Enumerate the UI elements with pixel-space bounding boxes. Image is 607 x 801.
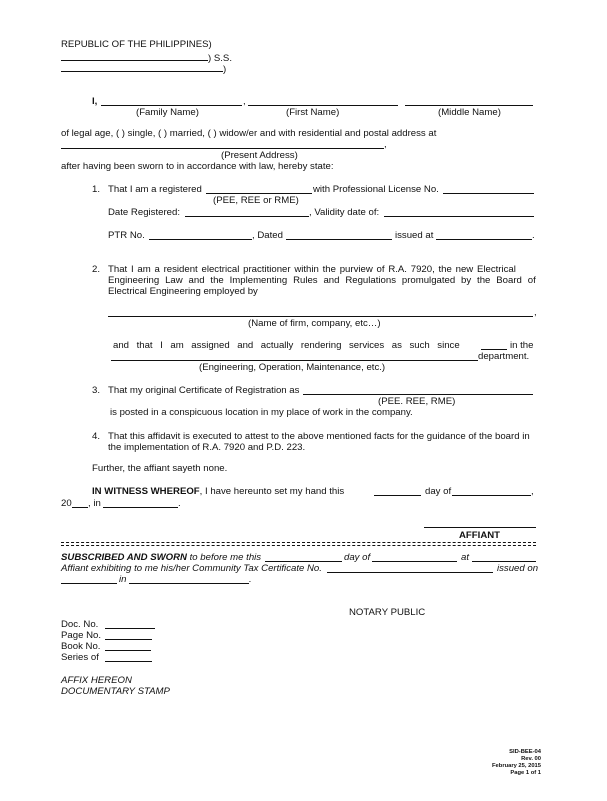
republic-label: REPUBLIC OF THE PHILIPPINES) [61, 39, 212, 50]
notary-public-label: NOTARY PUBLIC [349, 607, 426, 618]
issued-on-blank[interactable] [61, 583, 117, 584]
revision-date: February 25, 2015 [492, 763, 541, 769]
issued-label: issued at [395, 230, 434, 241]
item4-line2: the implementation of R.A. 7920 and P.D. 223. [108, 442, 306, 453]
page-number: Page 1 of 1 [510, 770, 541, 776]
year-prefix: 20 [61, 498, 72, 509]
venue-blank[interactable] [61, 51, 208, 61]
subscribed-month-blank[interactable] [372, 561, 457, 562]
date-registered-blank[interactable] [185, 216, 309, 217]
book-no-blank[interactable] [105, 650, 151, 651]
series-label: Series of [61, 652, 99, 663]
original-certificate-text: That my original Certificate of Registration as [108, 385, 300, 396]
item3-number: 3. [92, 385, 101, 396]
item2-number: 2. [92, 264, 101, 275]
close-paren: ) [223, 64, 227, 75]
witness-day-blank[interactable] [374, 495, 421, 496]
legal-age-line: of legal age, ( ) single, ( ) married, ( ) widow/er and with residential and postal address at [61, 128, 437, 139]
doc-no-label: Doc. No. [61, 619, 99, 630]
department-blank[interactable] [111, 360, 478, 361]
series-blank[interactable] [105, 661, 152, 662]
item2-line3: Electrical Engineering employed by [108, 286, 258, 297]
item2-line2: Engineering Law and the Implementing Rules and Regulations promulgated by the Board of [108, 275, 536, 286]
subscribed-at: at [461, 552, 470, 563]
validity-blank[interactable] [384, 216, 534, 217]
subscribed-period: . [249, 574, 252, 585]
ptr-label: PTR No. [108, 230, 145, 241]
assigned-text: and that I am assigned and actually rendering services as such since [113, 340, 460, 351]
engineering-caption: (Engineering, Operation, Maintenance, etc.) [199, 362, 386, 373]
witness-place-blank[interactable] [103, 507, 178, 508]
certificate-blank[interactable] [303, 394, 533, 395]
address-comma: , [384, 139, 387, 150]
comma: , [243, 96, 246, 107]
exhibiting-text: Affiant exhibiting to me his/her Community Tax Certificate No. [61, 563, 322, 574]
book-no-label: Book No. [61, 641, 101, 652]
since-blank[interactable] [481, 349, 507, 350]
subscribed-bold: SUBSCRIBED AND SWORN [61, 552, 187, 563]
ptr-blank[interactable] [149, 239, 252, 240]
first-name-caption: (First Name) [286, 107, 340, 118]
period: . [532, 230, 535, 241]
registered-text: That I am a registered [108, 184, 202, 195]
double-rule-top [61, 542, 536, 543]
family-name-blank[interactable] [101, 105, 242, 106]
witness-bold: IN WITNESS WHEREOF [92, 486, 200, 497]
ss-label: ) S.S. [208, 53, 232, 64]
issued-blank[interactable] [436, 239, 532, 240]
doc-no-blank[interactable] [105, 628, 155, 629]
witness-line [92, 486, 344, 497]
issued-on-text: issued on [497, 563, 539, 574]
sworn-text: after having been sworn to in accordance with law, hereby state: [61, 161, 334, 172]
subscribed-day-blank[interactable] [265, 561, 342, 562]
pee-caption: (PEE, REE or RME) [213, 195, 299, 206]
documentary-stamp: DOCUMENTARY STAMP [61, 686, 170, 697]
affiant-signature-line[interactable] [424, 527, 536, 528]
firm-comma: , [534, 307, 537, 318]
dated-blank[interactable] [286, 239, 392, 240]
affiant-label: AFFIANT [459, 530, 501, 541]
page-no-label: Page No. [61, 630, 102, 641]
double-rule-bottom [61, 545, 536, 546]
present-address-caption: (Present Address) [221, 150, 298, 161]
witness-in: , in [88, 498, 101, 509]
address-blank[interactable] [61, 148, 384, 149]
pee-caption-2: (PEE. REE, RME) [378, 396, 456, 407]
further-text: Further, the affiant sayeth none. [92, 463, 228, 474]
family-name-caption: (Family Name) [136, 107, 199, 118]
revision: Rev. 00 [521, 756, 541, 762]
firm-blank[interactable] [108, 316, 533, 317]
posted-text: is posted in a conspicuous location in my place of work in the company. [110, 407, 413, 418]
item1-number: 1. [92, 184, 101, 195]
middle-name-blank[interactable] [405, 105, 533, 106]
year-blank[interactable] [72, 507, 88, 508]
license-blank[interactable] [443, 193, 534, 194]
witness-month-blank[interactable] [452, 495, 531, 496]
subscribed-line [61, 552, 261, 563]
form-code: SID-BEE-04 [509, 749, 541, 755]
subscribed-place-blank[interactable] [472, 561, 536, 562]
affix-hereon: AFFIX HEREON [61, 675, 132, 686]
middle-name-caption: (Middle Name) [438, 107, 501, 118]
i-label: I, [92, 96, 98, 107]
document-code-block [492, 749, 541, 777]
date-registered-label: Date Registered: [108, 207, 180, 218]
item2-line1: That I am a resident electrical practitioner within the purview of R.A. 7920, the new Electrical [108, 264, 516, 275]
ctc-blank[interactable] [327, 572, 493, 573]
issued-in-blank[interactable] [129, 583, 249, 584]
subscribed-in: in [119, 574, 127, 585]
page-no-blank[interactable] [105, 639, 152, 640]
item4-line1: That this affidavit is executed to attest to the above mentioned facts for the guidance of the board in [108, 431, 530, 442]
first-name-blank[interactable] [248, 105, 398, 106]
license-text: with Professional License No. [313, 184, 439, 195]
dated-label: , Dated [252, 230, 283, 241]
subscribed-text: to before me this [186, 552, 262, 563]
department-text: department. [478, 351, 530, 362]
venue-blank-2[interactable] [61, 62, 223, 72]
subscribed-day-of: day of [344, 552, 371, 563]
witness-comma: , [531, 486, 534, 497]
witness-period: . [178, 498, 181, 509]
witness-day-of: day of [425, 486, 452, 497]
witness-text: , I have hereunto set my hand this [199, 486, 345, 497]
registered-blank[interactable] [206, 193, 312, 194]
in-the-text: in the [510, 340, 534, 351]
firm-caption: (Name of firm, company, etc…) [248, 318, 381, 329]
close-paren-line [61, 62, 226, 75]
item4-number: 4. [92, 431, 101, 442]
validity-label: , Validity date of: [309, 207, 380, 218]
